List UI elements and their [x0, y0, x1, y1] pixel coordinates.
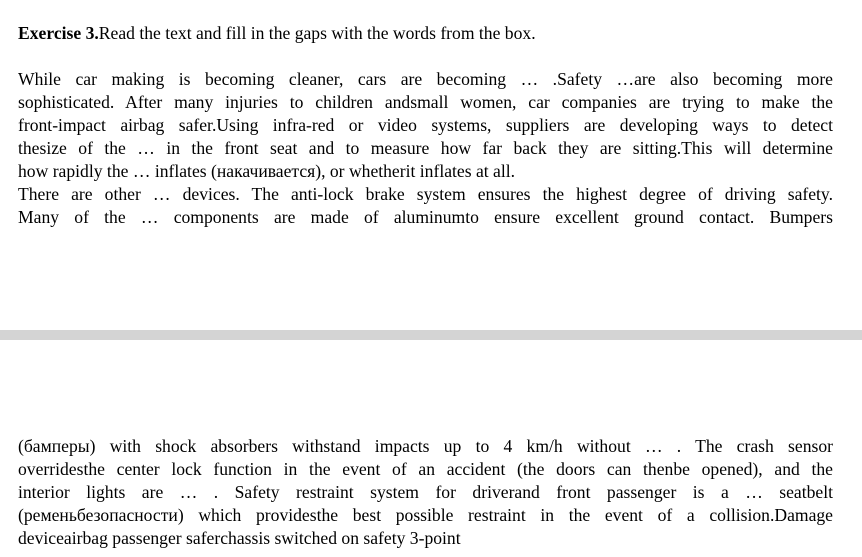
text-line: (бамперы) with shock absorbers withstand impacts up to 4 km/h without … . The crash sensor — [18, 436, 833, 456]
text-line: (ременьбезопасности) which providesthe best possible restraint in the event of a collision.Damage — [18, 505, 833, 525]
text-line: interior lights are … . Safety restraint system for driverand front passenger is a … seatbelt — [18, 482, 833, 502]
exercise-instruction: Read the text and fill in the gaps with the words from the box. — [98, 23, 536, 43]
text-line: There are other … devices. The anti-lock brake system ensures the highest degree of driving safety. — [18, 184, 833, 204]
text-line: sophisticated. After many injuries to children andsmall women, car companies are trying to make the — [18, 92, 833, 112]
word-box: deviceairbag passenger saferchassis switched on safety 3-point — [18, 528, 461, 548]
exercise-text-part-1 — [18, 68, 833, 229]
text-line: While car making is becoming cleaner, cars are becoming … .Safety …are also becoming more — [18, 69, 833, 89]
page-break-divider — [0, 330, 862, 340]
exercise-heading — [18, 22, 833, 45]
text-line: how rapidly the … inflates (накачивается), or whetherit inflates at all. — [18, 161, 516, 181]
document-page-bottom — [0, 340, 862, 557]
text-line: thesize of the … in the front seat and to measure how far back they are sitting.This will determine — [18, 138, 833, 158]
exercise-label: Exercise 3. — [18, 23, 99, 43]
exercise-text-part-2 — [18, 435, 833, 550]
text-line: front-impact airbag safer.Using infra-red or video systems, suppliers are developing ways to detect — [18, 115, 833, 135]
text-line: Many of the … components are made of aluminumto ensure excellent ground contact. Bumpers — [18, 207, 833, 227]
text-line: overridesthe center lock function in the event of an accident (the doors can thenbe opened), and the — [18, 459, 833, 479]
